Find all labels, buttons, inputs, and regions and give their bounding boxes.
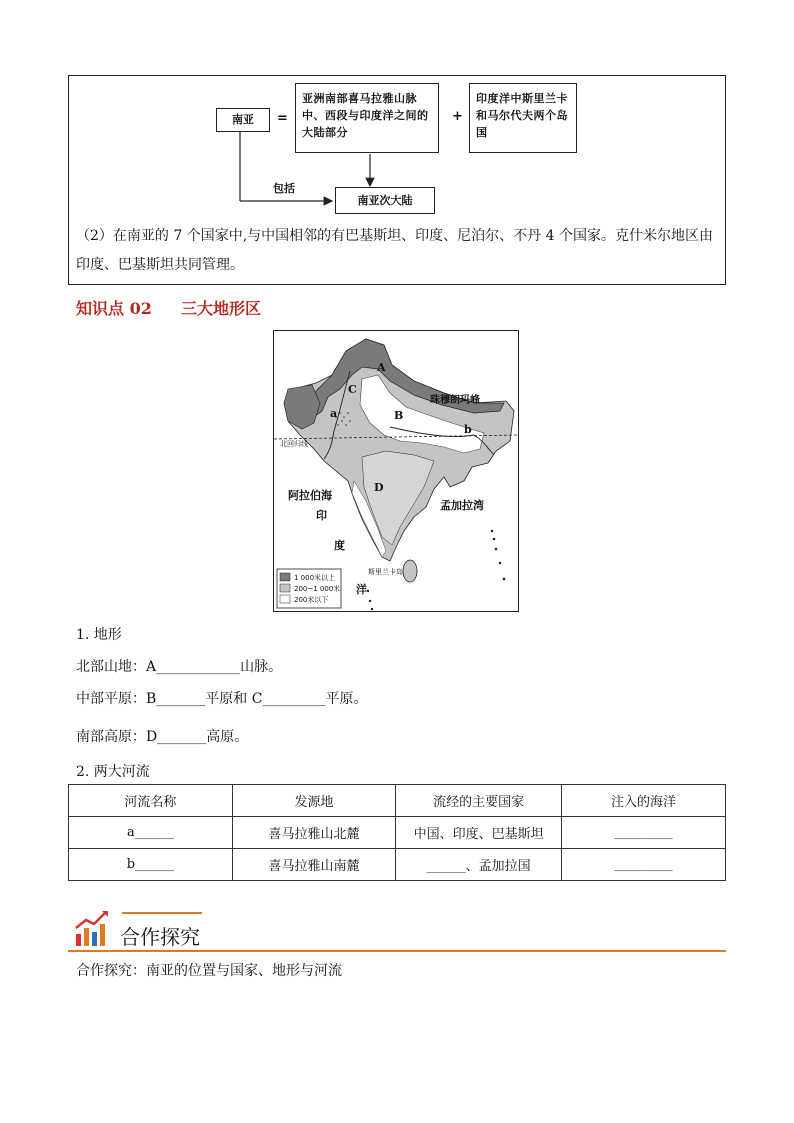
knowledge-point-title: 三大地形区 [181,299,262,318]
terrain-north: 北部山地：A____________山脉。 [76,659,283,675]
map-ocean-2: 度 [334,539,345,552]
table-cell: 喜马拉雅山北麓 [232,817,395,849]
table-cell: b______ [69,849,233,881]
chart-trend-icon [74,910,110,948]
map-ocean-3: 洋 [356,583,367,596]
map-tropic: 北回归线 [280,440,308,448]
table-header-row [69,785,726,817]
knowledge-point-heading [76,296,261,319]
table-cell: 中国、印度、巴基斯坦 [396,817,562,849]
table-header: 注入的海洋 [562,785,726,817]
table-cell: ______、孟加拉国 [396,849,562,881]
map-label-b: b [464,423,472,436]
title-accent-line [122,912,202,914]
sri-lanka [403,560,417,582]
table-header: 河流名称 [69,785,233,817]
table-row [69,849,726,881]
map-label-C: C [348,383,357,396]
note-2: （2）在南亚的 7 个国家中,与中国相邻的有巴基斯坦、印度、尼泊尔、不丹 4 个国家。克什米尔地区由印度、巴基斯坦共同管理。 [76,228,713,273]
equals-sign: = [277,111,288,126]
legend-mid: 200~1 000米 [294,585,341,593]
south-asia-label: 南亚 [232,113,254,126]
table-cell: _________ [562,849,726,881]
subcontinent-label: 南亚次大陆 [357,194,413,207]
table-header: 流经的主要国家 [396,785,562,817]
includes-label: 包括 [273,182,295,195]
box-islands [469,83,577,153]
table-cell: 喜马拉雅山南麓 [232,849,395,881]
table-cell: a______ [69,817,233,849]
map-ocean-1: 印 [316,509,327,522]
box-subcontinent [335,187,435,214]
map-everest: 珠穆朗玛峰 [430,395,480,406]
map-bay-of-bengal: 孟加拉湾 [440,499,484,512]
table-row [69,817,726,849]
cooperation-title: 合作探究 [120,925,200,949]
legend-high: 1 000米以上 [294,574,336,582]
table-header: 发源地 [232,785,395,817]
cooperation-subtitle: 合作探究：南亚的位置与国家、地形与河流 [76,963,342,979]
box-definition [295,83,439,153]
map-label-A: A [377,361,386,374]
terrain-middle: 中部平原：B_______平原和 C_________平原。 [76,691,368,707]
knowledge-point-number: 知识点 02 [76,299,152,318]
definition-text: 亚洲南部喜马拉雅山脉中、西段与印度洋之间的大陆部分 [302,92,429,139]
map-label-D: D [374,481,384,494]
map-label-B: B [394,409,404,422]
map-sri-lanka: 斯里兰卡岛 [368,568,403,576]
section-rivers-heading: 2. 两大河流 [76,764,150,780]
legend-low: 200米以下 [294,596,329,604]
section-terrain-heading: 1. 地形 [76,627,122,643]
south-asia-map [273,330,519,612]
map-arabian-sea: 阿拉伯海 [288,489,332,502]
cooperation-divider [68,950,726,952]
terrain-south: 南部高原：D_______高原。 [76,729,249,745]
plus-sign: + [452,109,463,124]
rivers-table [68,784,726,881]
box-south-asia [216,108,270,132]
map-label-a: a [330,407,338,420]
table-cell: _________ [562,817,726,849]
islands-text: 印度洋中斯里兰卡和马尔代夫两个岛国 [476,92,568,139]
